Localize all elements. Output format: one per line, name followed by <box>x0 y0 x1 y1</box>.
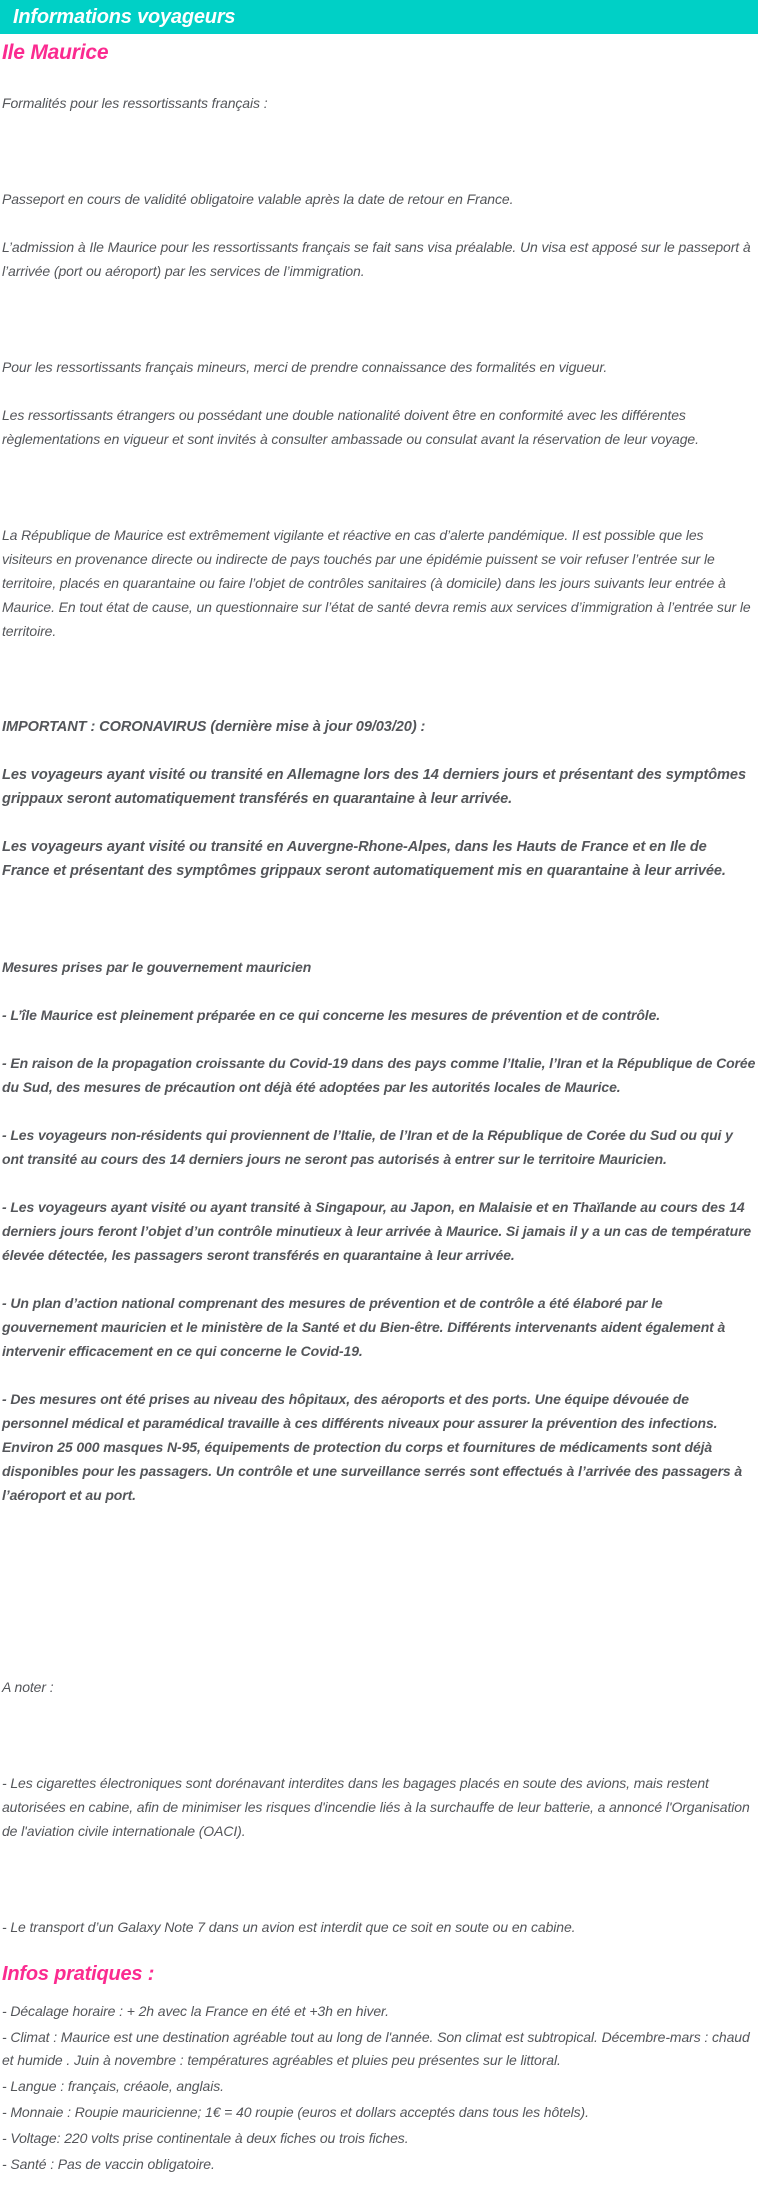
paragraph: - Les voyageurs non-résidents qui proviennent de l’Italie, de l’Iran et de la République de Corée du Sud ou qui y ont transité au cours des 14 derniers jours ne seront pas autorisés à entrer sur le territoire Mauricien. <box>2 1127 733 1167</box>
infos-item: - Santé : Pas de vaccin obligatoire. <box>2 2156 215 2172</box>
infos-pratiques-list <box>0 2000 758 2193</box>
paragraph: L’admission à Ile Maurice pour les ressortissants français se fait sans visa préalable. Un visa est apposé sur le passeport à l’arrivée (port ou aéroport) par les services de l’immigration. <box>2 239 751 279</box>
paragraph-gap <box>2 139 756 163</box>
paragraph: Passeport en cours de validité obligatoire valable après la date de retour en France. <box>2 191 514 207</box>
page-title: Ile Maurice <box>2 41 109 64</box>
section-title-infos-pratiques: Infos pratiques : <box>2 1963 155 1985</box>
infos-item: - Décalage horaire : + 2h avec la France en été et +3h en hiver. <box>2 2003 389 2019</box>
paragraph: La République de Maurice est extrêmement vigilante et réactive en cas d’alerte pandémique. Il est possible que les visiteurs en provenance directe ou indirecte de pays touchés par une épidémie puissent se voir refuser l’entrée sur le territoire, placés en quarantaine ou faire l’objet de contrôles sanitaires (à domicile) dans les jours suivants leur entrée à Maurice. En tout état de cause, un questionnaire sur l’état de santé devra remis aux services d’immigration à l’entrée sur le territoire. <box>2 527 751 639</box>
paragraph: Pour les ressortissants français mineurs, merci de prendre connaissance des formalités en vigueur. <box>2 359 608 375</box>
paragraph: A noter : <box>2 1679 54 1695</box>
paragraph: Les voyageurs ayant visité ou transité en Auvergne-Rhone-Alpes, dans les Hauts de France et en Ile de France et présentant des symptômes grippaux seront automatiquement mis en quarantaine à leur arrivée. <box>2 839 726 879</box>
paragraph: - Le transport d’un Galaxy Note 7 dans un avion est interdit que ce soit en soute ou en cabine. <box>2 1919 576 1935</box>
paragraph-gap <box>2 1723 756 1747</box>
paragraph-gap <box>2 475 756 499</box>
paragraph-gap <box>2 307 756 331</box>
paragraph: Formalités pour les ressortissants français : <box>2 95 268 111</box>
paragraph: - Des mesures ont été prises au niveau des hôpitaux, des aéroports et des ports. Une équipe dévouée de personnel médical et paramédical travaille à ces différents niveaux pour assurer la prévention des infections. Environ 25 000 masques N-95, équipements de protection du corps et fournitures de médicaments sont déjà disponibles pour les passagers. Un contrôle et une surveillance serrés sont effectués à l’arrivée des passagers à l’aéroport et au port. <box>2 1391 743 1503</box>
paragraph: - En raison de la propagation croissante du Covid-19 dans des pays comme l’Italie, l’Iran et la République de Corée du Sud, des mesures de précaution ont déjà été adoptées par les autorités locales de Maurice. <box>2 1055 756 1095</box>
infos-item: - Monnaie : Roupie mauricienne; 1€ = 40 roupie (euros et dollars acceptés dans tous les hôtels). <box>2 2104 589 2120</box>
header-bar <box>0 0 758 34</box>
paragraph: Les ressortissants étrangers ou possédant une double nationalité doivent être en conformité avec les différentes règlementations en vigueur et sont invités à consulter ambassade ou consulat avant la réservation de leur voyage. <box>2 407 699 447</box>
infos-item: - Climat : Maurice est une destination agréable tout au long de l'année. Son climat est subtropical. Décembre-mars : chaud et humide . Juin à novembre : températures agréables et pluies peu présentes sur le littoral. <box>2 2029 750 2068</box>
paragraph: - L’île Maurice est pleinement préparée en ce qui concerne les mesures de prévention et de contrôle. <box>2 1007 661 1023</box>
paragraph: IMPORTANT : CORONAVIRUS (dernière mise à jour 09/03/20) : <box>2 719 426 735</box>
infos-item: - Voltage: 220 volts prise continentale à deux fiches ou trois fiches. <box>2 2130 409 2146</box>
header-title: Informations voyageurs <box>13 5 236 28</box>
paragraph: - Un plan d’action national comprenant des mesures de prévention et de contrôle a été élaboré par le gouvernement mauricien et le ministère de la Santé et du Bien-être. Différents intervenants aident également à intervenir efficacement en ce qui concerne le Covid-19. <box>2 1295 726 1359</box>
paragraph-gap <box>2 667 756 691</box>
paragraph: - Les voyageurs ayant visité ou ayant transité à Singapour, au Japon, en Malaisie et en Thaïlande au cours des 14 derniers jours feront l’objet d’un contrôle minutieux à leur arrivée à Maurice. Si jamais il y a un cas de température élevée détectée, les passagers seront transférés en quarantaine à leur arrivée. <box>2 1199 752 1263</box>
paragraph-gap <box>2 1867 756 1891</box>
paragraph-gap <box>2 1531 756 1651</box>
infos-item: - Langue : français, créaole, anglais. <box>2 2078 224 2094</box>
paragraph-gap <box>2 907 756 931</box>
paragraph: - Les cigarettes électroniques sont dorénavant interdites dans les bagages placés en soute des avions, mais restent autorisées en cabine, afin de minimiser les risques d'incendie liés à la surchauffe de leur batterie, a annoncé l'Organisation de l'aviation civile internationale (OACI). <box>2 1775 750 1839</box>
content-blocks <box>0 65 758 1939</box>
paragraph: Mesures prises par le gouvernement mauricien <box>2 959 312 975</box>
paragraph: Les voyageurs ayant visité ou transité en Allemagne lors des 14 derniers jours et présentant des symptômes grippaux seront automatiquement transférés en quarantaine à leur arrivée. <box>2 767 746 807</box>
